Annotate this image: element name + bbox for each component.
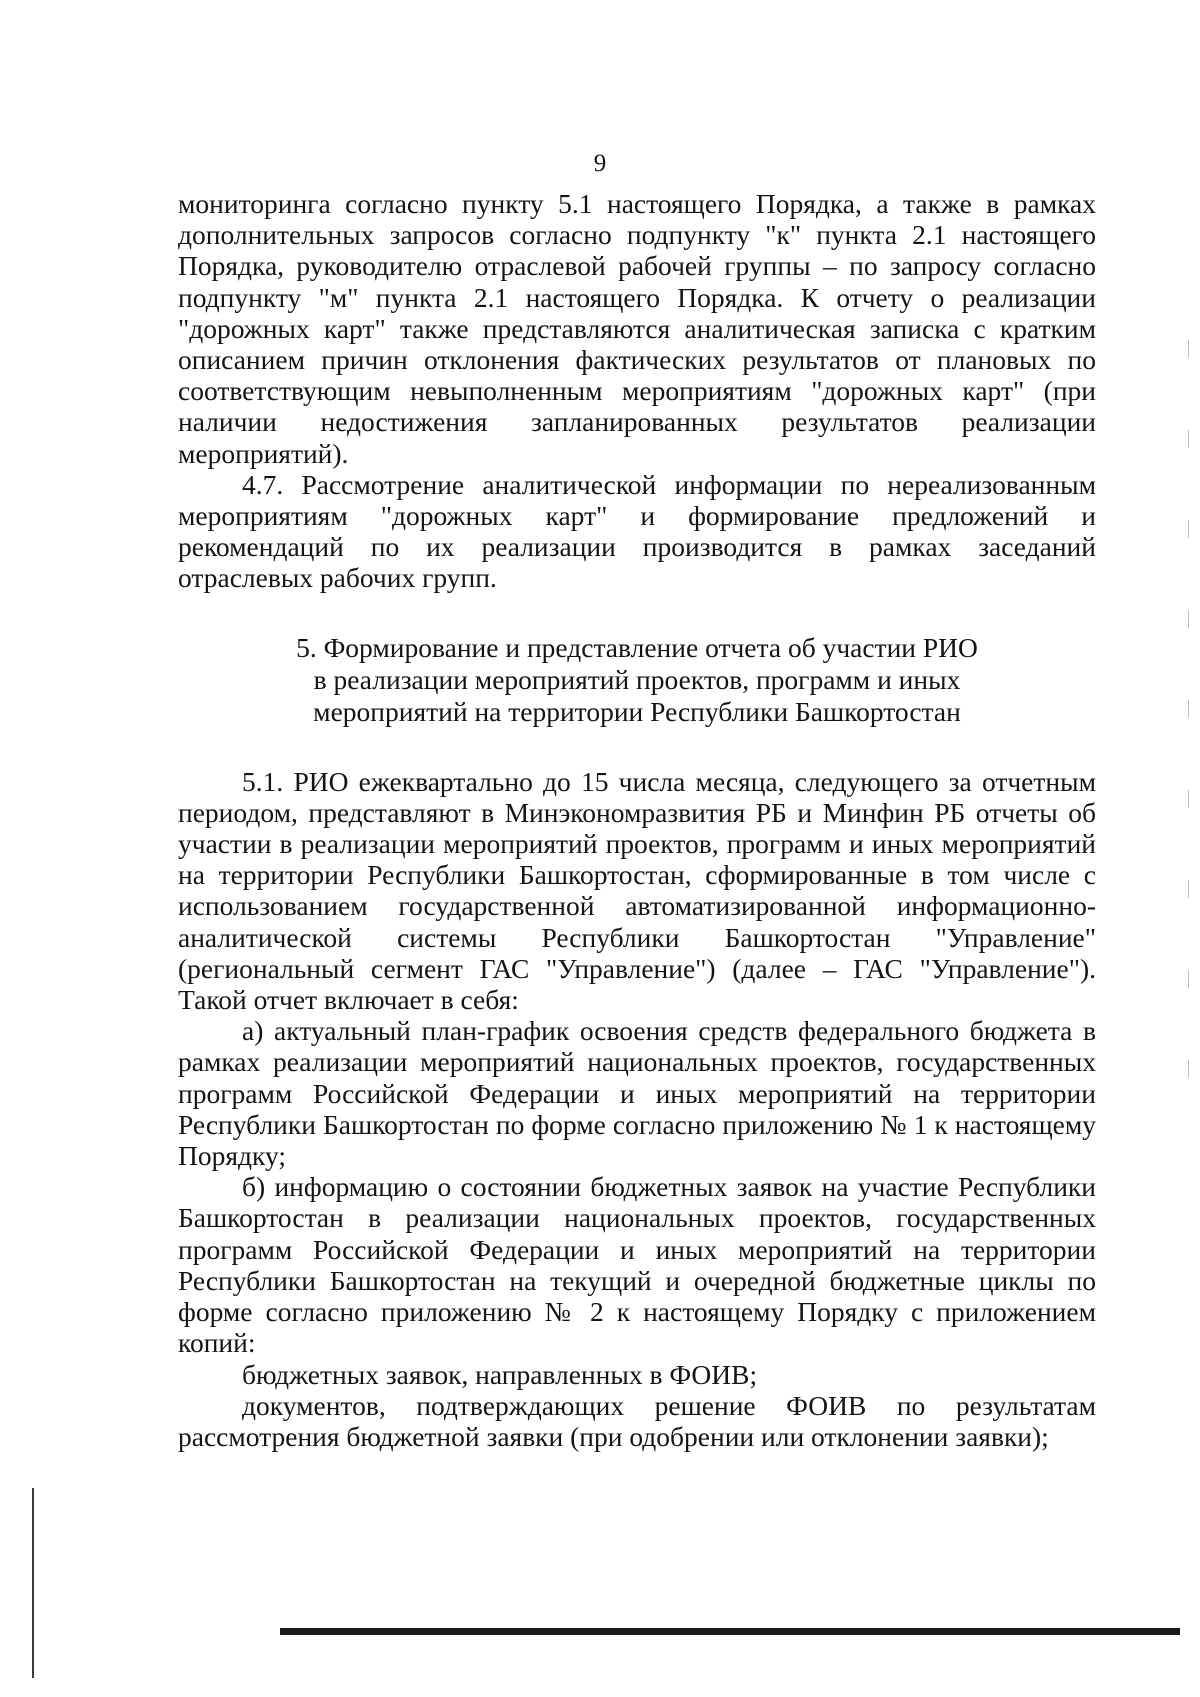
spacer (178, 594, 1096, 632)
paragraph-5-1: 5.1. РИО ежеквартально до 15 числа месяца, следующего за отчетным периодом, представляют в Минэкономразвития РБ и Минфин РБ отчеты об участии в реализации мероприятий проектов, программ и иных мероприятий на территории Республики Башкортостан, сформированные в том числе с использованием государственной автоматизированной информационно-аналитической системы Республики Башкортостан "Управление" (региональный сегмент ГАС "Управление") (далее – ГАС "Управление"). Такой отчет включает в себя: (178, 765, 1096, 1016)
paragraph-monitoring-continuation: мониторинга согласно пункту 5.1 настоящего Порядка, а также в рамках дополнительных запросов согласно подпункту "к" пункта 2.1 настоящего Порядка, руководителю отраслевой рабочей группы – по запросу согласно подпункту "м" пункта 2.1 настоящего Порядка. К отчету о реализации "дорожных карт" также представляются аналитическая записка с кратким описанием причин отклонения фактических результатов от плановых по соответствующим невыполненным мероприятиям "дорожных карт" (при наличии недостижения запланированных результатов реализации мероприятий). (178, 188, 1096, 469)
section-heading-line-2: в реализации мероприятий проектов, программ и иных (313, 663, 961, 695)
paragraph-4-7: 4.7. Рассмотрение аналитической информации по нереализованным мероприятиям "дорожных карт" и формирование предложений и рекомендаций по их реализации производится в рамках заседаний отраслевых рабочих групп. (178, 468, 1096, 594)
sub-item-foiv-documents: документов, подтверждающих решение ФОИВ по результатам рассмотрения бюджетной заявки (при одобрении или отклонении заявки); (178, 1389, 1096, 1452)
section-heading-line-1: 5. Формирование и представление отчета об участии РИО (296, 631, 978, 663)
scan-artifact-left-line (32, 1488, 34, 1678)
scan-artifact-right-specks (1188, 340, 1189, 1100)
scan-artifact-bottom-bar (280, 1628, 1180, 1635)
section-heading-line-3: мероприятий на территории Республики Башкортостан (313, 695, 961, 727)
list-item-a: а) актуальный план-график освоения средств федерального бюджета в рамках реализации мероприятий национальных проектов, государственных программ Российской Федерации и иных мероприятий на территории Республики Башкортостан по форме согласно приложению № 1 к настоящему Порядку; (178, 1015, 1096, 1172)
page-number: 9 (593, 150, 607, 177)
section-heading (178, 632, 1096, 728)
document-body (178, 188, 1096, 1452)
spacer (178, 728, 1096, 766)
sub-item-budget-requests: бюджетных заявок, направленных в ФОИВ; (242, 1358, 758, 1390)
list-item-b: б) информацию о состоянии бюджетных заявок на участие Республики Башкортостан в реализации национальных проектов, государственных программ Российской Федерации и иных мероприятий на территории Республики Башкортостан на текущий и очередной бюджетные циклы по форме согласно приложению № 2 к настоящему Порядку с приложением копий: (178, 1171, 1096, 1359)
